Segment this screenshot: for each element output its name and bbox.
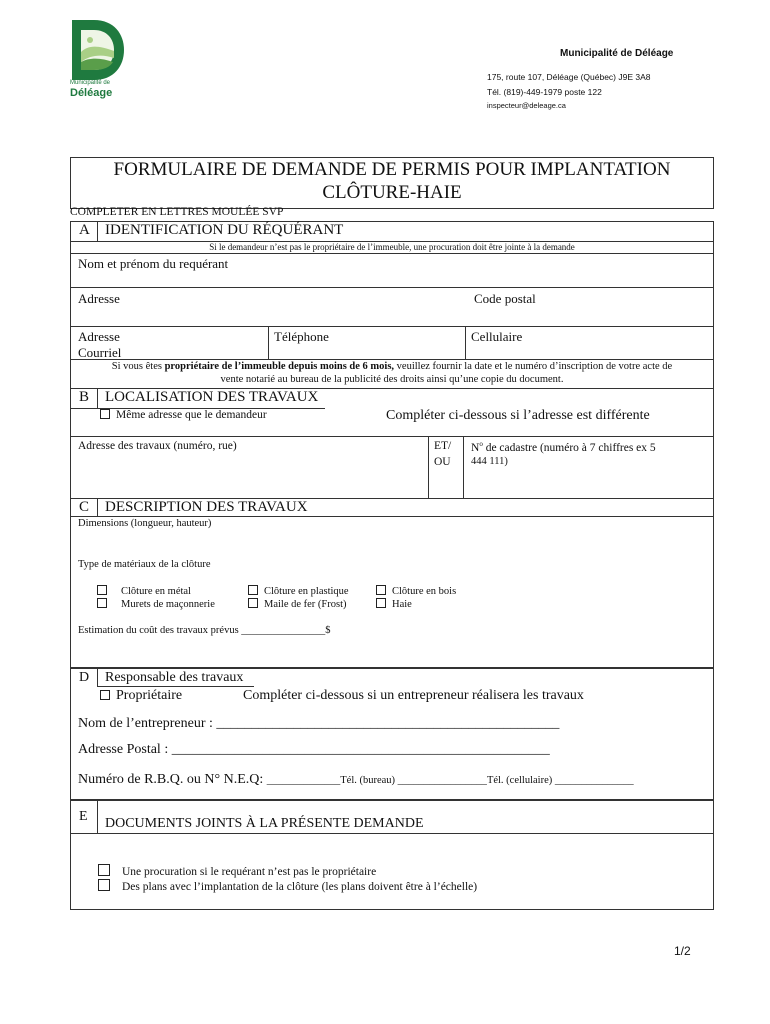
contractor-note: Compléter ci-dessous si un entrepreneur réalisera les travaux: [243, 688, 584, 703]
same-address-option[interactable]: [100, 409, 267, 421]
email-field[interactable]: [130, 328, 264, 358]
work-address-label: Adresse des travaux (numéro, rue): [78, 440, 237, 452]
section-d-title: Responsable des travaux: [105, 670, 244, 685]
cost-estimate-field[interactable]: Estimation du coût des travaux prévus ________________$: [78, 625, 331, 636]
cadastre-example: 444 111): [471, 456, 508, 467]
logo-d-mark: [68, 18, 126, 82]
postal-code-label: Code postal: [474, 291, 536, 306]
option-hedge[interactable]: [376, 598, 412, 610]
org-email: inspecteur@deleage.ca: [487, 101, 566, 110]
materials-label: Type de matériaux de la clôture: [78, 559, 211, 570]
org-name: Municipalité de Déléage: [560, 48, 674, 59]
org-address: 175, route 107, Déléage (Québec) J9E 3A8: [487, 72, 651, 82]
frost-label: Maile de fer (Frost): [264, 599, 347, 610]
org-phone: Tél. (819)-449-1979 poste 122: [487, 87, 602, 97]
owner-note-end: veuillez fournir la date et le numéro d’inscription de votre acte de: [394, 361, 673, 372]
same-address-checkbox[interactable]: [100, 409, 110, 419]
owner-note-line2: vente notarié au bureau de la publicité des droits ainsi qu’une copie du document.: [220, 374, 564, 385]
phone-field[interactable]: [274, 346, 460, 358]
option-metal[interactable]: [97, 585, 191, 597]
phone-label: Téléphone: [274, 329, 329, 344]
section-d-letter: D: [79, 670, 90, 685]
owner-note-start: Si vous êtes: [111, 361, 165, 372]
option-frost[interactable]: [248, 598, 347, 610]
owner-note-bold: propriétaire de l’immeuble depuis moins de 6 mois,: [164, 361, 395, 372]
frost-checkbox[interactable]: [248, 598, 258, 608]
section-e-title: DOCUMENTS JOINTS À LA PRÉSENTE DEMANDE: [105, 816, 424, 831]
form-title-line2: CLÔTURE-HAIE: [322, 182, 462, 203]
hedge-checkbox[interactable]: [376, 598, 386, 608]
tel-cell-field[interactable]: Tél. (cellulaire) _______________: [486, 775, 634, 786]
cell-field[interactable]: [471, 346, 709, 358]
section-a-title: IDENTIFICATION DU RÉQUÉRANT: [105, 222, 344, 238]
ou-label: OU: [434, 456, 451, 468]
owner-note: [70, 361, 714, 372]
email-label-line1: Adresse: [78, 329, 120, 344]
applicant-name-label: Nom et prénom du requérant: [78, 256, 229, 271]
cadastre-label: [471, 440, 656, 454]
hedge-label: Haie: [392, 599, 412, 610]
page-number: 1/2: [674, 944, 691, 958]
cadastre-field[interactable]: [468, 472, 710, 496]
applicant-address-field[interactable]: [140, 290, 460, 324]
doc-item-proxy[interactable]: [98, 864, 376, 878]
postal-address-field[interactable]: Adresse Postal : ______________________________________________________: [78, 742, 550, 757]
section-e-letter: E: [79, 809, 88, 824]
metal-label: Clôture en métal: [121, 586, 191, 597]
owner-checkbox[interactable]: [100, 690, 110, 700]
dimensions-label: Dimensions (longueur, hauteur): [78, 518, 212, 529]
section-b-letter: B: [79, 389, 90, 405]
section-b-title: LOCALISATION DES TRAVAUX: [105, 389, 319, 405]
cell-label: Cellulaire: [471, 329, 523, 344]
email-label-line2: Courriel: [78, 345, 122, 360]
form-instruction: COMPLETER EN LETTRES MOULÉE SVP: [70, 206, 284, 218]
dimensions-field[interactable]: [78, 532, 708, 554]
option-masonry[interactable]: [97, 598, 215, 610]
same-address-label: Même adresse que le demandeur: [116, 409, 267, 421]
wood-label: Clôture en bois: [392, 586, 457, 597]
complete-below-note: Compléter ci-dessous si l’adresse est différente: [386, 408, 650, 423]
applicant-name-field[interactable]: [300, 256, 710, 286]
doc-item-plans[interactable]: [98, 879, 477, 893]
owner-label: Propriétaire: [116, 688, 183, 703]
option-plastic[interactable]: [248, 585, 349, 597]
masonry-checkbox[interactable]: [97, 598, 107, 608]
option-wood[interactable]: [376, 585, 456, 597]
masonry-label: Murets de maçonnerie: [121, 599, 215, 610]
contractor-name-field[interactable]: Nom de l’entrepreneur : _________________________________________________: [78, 716, 560, 731]
postal-code-field[interactable]: [560, 290, 710, 324]
section-c-letter: C: [79, 499, 90, 515]
form-title-line1: FORMULAIRE DE DEMANDE DE PERMIS POUR IMPLANTATION: [113, 159, 671, 180]
section-a-note: Si le demandeur n’est pas le propriétaire de l’immeuble, une procuration doit être jointe à la demande: [209, 242, 575, 252]
work-address-field[interactable]: [78, 456, 423, 496]
cadastre-n: N: [471, 441, 480, 454]
logo-small-text: Municipalité de: [70, 80, 111, 86]
applicant-address-label: Adresse: [78, 291, 120, 306]
owner-option[interactable]: [100, 688, 182, 704]
municipality-logo: [68, 18, 126, 82]
tel-office-field[interactable]: Tél. (bureau) _________________: [340, 775, 487, 786]
proxy-checkbox[interactable]: [98, 864, 110, 876]
cadastre-sup: o: [479, 440, 483, 448]
metal-checkbox[interactable]: [97, 585, 107, 595]
plastic-checkbox[interactable]: [248, 585, 258, 595]
wood-checkbox[interactable]: [376, 585, 386, 595]
plastic-label: Clôture en plastique: [264, 586, 349, 597]
proxy-label: Une procuration si le requérant n’est pas le propriétaire: [122, 866, 377, 878]
rbq-field[interactable]: ______________: [266, 775, 341, 786]
plans-label: Des plans avec l’implantation de la clôture (les plans doivent être à l’échelle): [122, 881, 478, 893]
cadastre-text: de cadastre (numéro à 7 chiffres ex 5: [482, 441, 656, 454]
et-label: ET/: [434, 440, 452, 452]
plans-checkbox[interactable]: [98, 879, 110, 891]
section-a-letter: A: [79, 222, 90, 238]
section-c-title: DESCRIPTION DES TRAVAUX: [105, 499, 308, 515]
rbq-label: Numéro de R.B.Q. ou N° N.E.Q:: [78, 772, 267, 787]
logo-name: Déléage: [70, 87, 113, 99]
rbq-row: [78, 770, 634, 788]
